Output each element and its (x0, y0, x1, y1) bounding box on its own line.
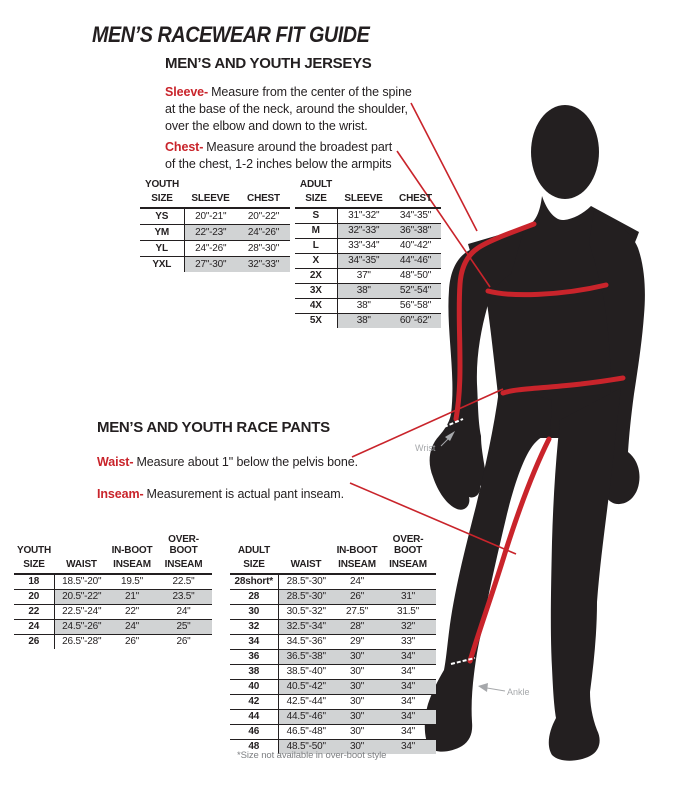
column-header-spacer (184, 179, 237, 193)
value-cell: 60"-62" (390, 313, 441, 328)
value-cell: 38" (337, 313, 390, 328)
table-row (230, 709, 436, 724)
table-row (295, 253, 441, 268)
size-cell: 26 (14, 634, 54, 649)
value-cell: 30" (349, 666, 365, 677)
value-cell: 32.5"-34" (278, 619, 334, 634)
value-cell: 22.5" (172, 576, 195, 588)
table-row (295, 283, 441, 298)
value-cell: 26" (176, 636, 191, 648)
value-cell: 34"-35" (399, 210, 432, 222)
column-header: OVER-BOOT (168, 534, 199, 556)
size-cell: 20 (14, 589, 54, 604)
inseam-instruction-text: Measurement is actual pant inseam. (146, 487, 344, 501)
youth-pants-size-table (14, 534, 212, 649)
size-cell: S (295, 208, 337, 223)
column-header: INSEAM (113, 559, 151, 570)
value-cell: 44.5"-46" (278, 709, 334, 724)
value-cell: 34" (380, 739, 436, 754)
size-cell: X (295, 253, 337, 268)
page-title: MEN’S RACEWEAR FIT GUIDE (92, 22, 370, 47)
column-header: SIZE (305, 193, 327, 204)
value-cell: 28.5"-30" (278, 589, 334, 604)
column-header: SLEEVE (191, 193, 230, 204)
table-row (230, 619, 436, 634)
size-footnote: *Size not available in over-boot style (237, 750, 387, 761)
ankle-arrow (487, 688, 505, 691)
value-cell: 28"-30" (247, 242, 280, 254)
value-cell: 40.5"-42" (278, 679, 334, 694)
value-cell: 34" (380, 679, 436, 694)
size-cell: 3X (295, 283, 337, 298)
column-header: IN-BOOT (111, 545, 153, 556)
column-header: CHEST (399, 193, 432, 204)
size-cell: YXL (140, 256, 184, 272)
value-cell: 19.5" (120, 576, 143, 588)
value-cell: 38" (337, 283, 390, 298)
value-cell: 30" (334, 679, 380, 694)
value-cell: 48"-50" (399, 270, 432, 281)
column-header: SLEEVE (344, 193, 383, 204)
value-cell: 24.5"-26" (54, 619, 109, 634)
size-cell: 5X (295, 313, 337, 328)
sleeve-instruction-line: over the elbow and down to the wrist. (165, 119, 368, 133)
value-cell: 26" (334, 589, 380, 604)
value-cell: 27.5" (345, 606, 368, 617)
table-row (14, 619, 212, 634)
value-cell: 20.5"-22" (54, 589, 109, 604)
value-cell: 24"-26" (195, 242, 227, 254)
value-cell: 33"-34" (348, 240, 380, 251)
table-header (295, 179, 441, 208)
adult-jersey-size-table (295, 179, 441, 328)
size-cell: 42 (230, 694, 278, 709)
value-cell: 37" (356, 270, 371, 281)
size-cell: 28 (230, 589, 278, 604)
value-cell: 24" (349, 576, 365, 588)
table-row (14, 574, 212, 589)
value-cell: 34" (380, 649, 436, 664)
table-header (140, 179, 290, 208)
value-cell: 28.5"-30" (286, 576, 326, 588)
value-cell: 22"-23" (184, 224, 237, 240)
size-cell: 28short* (230, 574, 278, 589)
column-header: SIZE (151, 193, 173, 204)
size-cell: 24 (14, 619, 54, 634)
table-row (295, 298, 441, 313)
value-cell: 34" (400, 726, 416, 737)
chest-instruction (165, 139, 392, 173)
value-cell: 30" (334, 739, 380, 754)
inseam-term-label: Inseam- (97, 487, 144, 501)
head-silhouette (531, 105, 599, 199)
table-row (295, 238, 441, 253)
sleeve-instruction-line: Measure from the center of the spine (211, 85, 412, 99)
value-cell: 33" (400, 636, 416, 647)
inseam-instruction (97, 486, 344, 503)
value-cell: 31.5" (396, 606, 419, 617)
size-cell: 34 (230, 634, 278, 649)
column-header: YOUTH (16, 545, 51, 556)
column-header: SIZE (23, 559, 45, 570)
ankle-label: Ankle (507, 687, 530, 697)
column-header-spacer (337, 179, 390, 193)
table-row (14, 604, 212, 619)
column-header: YOUTH (144, 179, 179, 190)
column-header-spacer (390, 179, 441, 193)
column-header: INSEAM (164, 559, 203, 570)
value-cell: 24" (176, 606, 191, 617)
chest-instruction-line: Measure around the broadest part (206, 140, 393, 154)
table-row (14, 589, 212, 604)
value-cell: 24" (109, 619, 155, 634)
table-row (230, 724, 436, 739)
table-row (230, 589, 436, 604)
value-cell: 25" (155, 619, 212, 634)
size-cell: YM (140, 224, 184, 240)
value-cell: 29" (349, 636, 365, 647)
value-cell: 28" (334, 619, 380, 634)
waist-term-label: Waist- (97, 455, 134, 469)
chest-term-label: Chest- (165, 140, 204, 154)
size-cell: L (295, 238, 337, 253)
sleeve-instruction (165, 84, 412, 135)
table-row (14, 634, 212, 649)
table-row (140, 240, 290, 256)
value-cell: 27"-30" (184, 256, 237, 272)
waist-instruction-text: Measure about 1" below the pelvis bone. (136, 455, 358, 469)
table-row (230, 604, 436, 619)
value-cell: 31"-32" (348, 210, 380, 222)
value-cell: 34.5"-36" (286, 636, 326, 647)
size-cell: 40 (230, 679, 278, 694)
value-cell: 30" (349, 696, 365, 707)
value-cell: 26" (124, 636, 140, 648)
column-header: OVER-BOOT (392, 534, 424, 556)
column-header: SIZE (243, 559, 265, 570)
table-row (295, 208, 441, 223)
column-header: WAIST (290, 559, 322, 570)
value-cell: 20"-22" (247, 210, 280, 222)
table-row (230, 574, 436, 589)
value-cell: 31" (380, 589, 436, 604)
table-row (230, 694, 436, 709)
value-cell: 48.5"-50" (278, 739, 334, 754)
table-row (230, 679, 436, 694)
size-cell: YS (140, 208, 184, 224)
ankle-arrowhead-icon (478, 683, 488, 692)
size-cell: 2X (295, 268, 337, 283)
value-cell: 26.5"-28" (62, 636, 102, 648)
value-cell: 23.5" (155, 589, 212, 604)
column-header: INSEAM (389, 559, 427, 570)
value-cell: 21" (109, 589, 155, 604)
value-cell: 30" (334, 709, 380, 724)
sleeve-instruction-line: at the base of the neck, around the shoulder, (165, 102, 408, 116)
right-leg-silhouette (549, 388, 621, 761)
size-cell: 46 (230, 724, 278, 739)
value-cell: 34" (400, 696, 416, 707)
table-row (230, 634, 436, 649)
size-cell: 36 (230, 649, 278, 664)
table-header (230, 534, 436, 574)
table-row (230, 649, 436, 664)
value-cell: 32"-33" (237, 256, 290, 272)
wrist-label: Wrist (415, 443, 436, 453)
column-header-spacer (237, 179, 290, 193)
value-cell: 36"-38" (390, 223, 441, 238)
table-row (295, 313, 441, 328)
column-header: INSEAM (338, 559, 376, 570)
sleeve-term-label: Sleeve- (165, 85, 209, 99)
value-cell: 44"-46" (390, 253, 441, 268)
value-cell: 36.5"-38" (278, 649, 334, 664)
chest-instruction-line: of the chest, 1-2 inches below the armpits (165, 157, 392, 171)
column-header-spacer (278, 534, 334, 559)
table-row (295, 223, 441, 238)
table-row (140, 224, 290, 240)
column-header-spacer (54, 534, 109, 559)
value-cell: 34" (380, 709, 436, 724)
value-cell (380, 574, 436, 589)
size-cell: 38 (230, 664, 278, 679)
table-row (140, 208, 290, 224)
value-cell: 46.5"-48" (286, 726, 326, 737)
value-cell: 30" (349, 726, 365, 737)
size-cell: 4X (295, 298, 337, 313)
table-row (295, 268, 441, 283)
waist-instruction (97, 454, 358, 471)
column-header: IN-BOOT (336, 545, 378, 556)
value-cell: 32" (380, 619, 436, 634)
value-cell: 22.5"-24" (62, 606, 102, 617)
table-row (230, 664, 436, 679)
value-cell: 42.5"-44" (286, 696, 326, 707)
adult-pants-size-table (230, 534, 436, 754)
size-cell: 32 (230, 619, 278, 634)
value-cell: 52"-54" (390, 283, 441, 298)
value-cell: 38.5"-40" (286, 666, 326, 677)
size-cell: 22 (14, 604, 54, 619)
value-cell: 24"-26" (237, 224, 290, 240)
value-cell: 34" (400, 666, 416, 677)
youth-jersey-size-table (140, 179, 290, 272)
value-cell: 30.5"-32" (286, 606, 326, 617)
pants-heading: MEN’S AND YOUTH RACE PANTS (97, 419, 330, 436)
table-header (14, 534, 212, 574)
jerseys-heading: MEN’S AND YOUTH JERSEYS (165, 55, 372, 72)
column-header: ADULT (299, 179, 333, 190)
value-cell: 40"-42" (399, 240, 432, 251)
value-cell: 18.5"-20" (62, 576, 102, 588)
value-cell: 20"-21" (195, 210, 227, 222)
size-cell: 48 (230, 739, 278, 754)
table-row (140, 256, 290, 272)
value-cell: 30" (334, 649, 380, 664)
size-cell: M (295, 223, 337, 238)
column-header: ADULT (237, 545, 271, 556)
value-cell: 38" (356, 300, 371, 311)
column-header: WAIST (66, 559, 97, 570)
size-cell: 30 (230, 604, 278, 619)
size-cell: YL (140, 240, 184, 256)
value-cell: 32"-33" (337, 223, 390, 238)
value-cell: 56"-58" (399, 300, 432, 311)
value-cell: 34"-35" (337, 253, 390, 268)
column-header: CHEST (247, 193, 280, 204)
size-cell: 44 (230, 709, 278, 724)
value-cell: 22" (124, 606, 140, 617)
size-cell: 18 (14, 574, 54, 589)
